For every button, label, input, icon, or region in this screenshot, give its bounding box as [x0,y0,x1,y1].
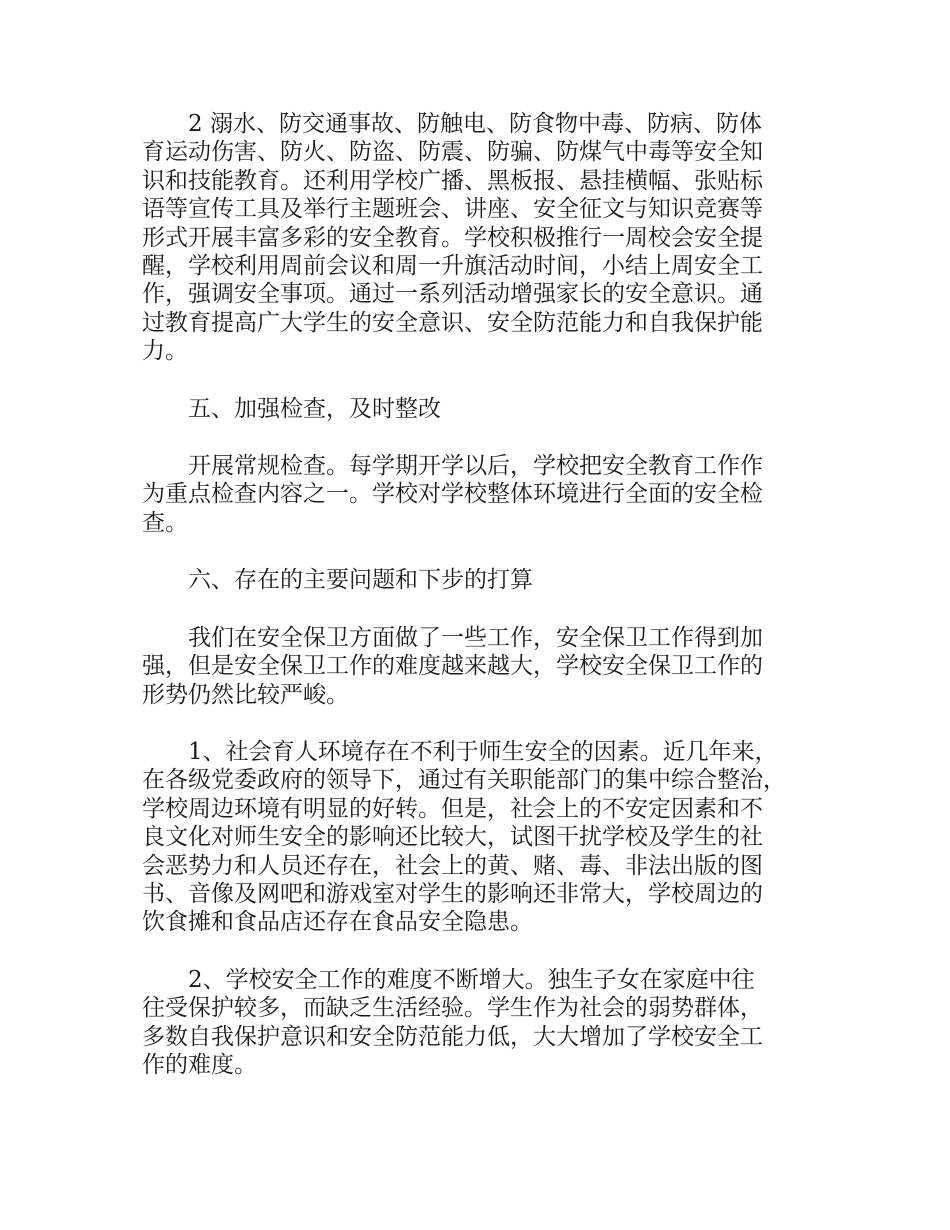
text-line: 往受保护较多，而缺乏生活经验。学生作为社会的弱势群体， [142,995,763,1022]
section-heading-5: 五、加强检查，及时整改 [188,395,441,422]
text-line: 饮食摊和食品店还存在食品安全隐患。 [142,909,533,936]
text-line: 语等宣传工具及举行主题班会、讲座、安全征文与知识竞赛等 [142,196,763,223]
text-line: 为重点检查内容之一。学校对学校整体环境进行全面的安全检 [142,481,763,508]
paragraph-problem-2 [142,966,832,1080]
document-body [142,110,832,1108]
text-line: 力。 [142,338,188,365]
paragraph-problem-1 [142,738,832,937]
text-line: 良文化对师生安全的影响还比较大，试图干扰学校及学生的社 [142,824,763,851]
text-line: 书、音像及网吧和游戏室对学生的影响还非常大，学校周边的 [142,880,763,907]
text-line: 我们在安全保卫方面做了一些工作，安全保卫工作得到加 [188,624,763,651]
text-line: 会恶势力和人员还存在，社会上的黄、赌、毒、非法出版的图 [142,852,763,879]
text-line: 多数自我保护意识和安全防范能力低，大大增加了学校安全工 [142,1023,763,1050]
paragraph-routine-inspection [142,452,832,537]
text-line: 强，但是安全保卫工作的难度越来越大，学校安全保卫工作的 [142,653,763,680]
text-line: 醒，学校利用周前会议和周一升旗活动时间，小结上周安全工 [142,253,763,280]
text-line: 识和技能教育。还利用学校广播、黑板报、悬挂横幅、张贴标 [142,167,763,194]
text-line: 查。 [142,509,188,536]
text-line: 学校周边环境有明显的好转。但是，社会上的不安定因素和不 [142,795,763,822]
text-line: 过教育提高广大学生的安全意识、安全防范能力和自我保护能 [142,309,763,336]
text-line: 2 溺水、防交通事故、防触电、防食物中毒、防病、防体 [188,111,762,137]
text-line: 开展常规检查。每学期开学以后，学校把安全教育工作作 [188,453,763,480]
text-line: 2、学校安全工作的难度不断增大。独生子女在家庭中往 [188,966,755,993]
text-line: 形式开展丰富多彩的安全教育。学校积极推行一周校会安全提 [142,224,763,251]
text-line: 形势仍然比较严峻。 [142,681,349,708]
text-line: 育运动伤害、防火、防盗、防震、防骗、防煤气中毒等安全知 [142,139,763,166]
paragraph-security-situation [142,624,832,709]
text-line: 作，强调安全事项。通过一系列活动增强家长的安全意识。通 [142,281,763,308]
section-heading-6: 六、存在的主要问题和下步的打算 [188,567,533,594]
paragraph-safety-education [142,110,832,366]
text-line: 作的难度。 [142,1051,257,1078]
text-line: 在各级党委政府的领导下，通过有关职能部门的集中综合整治， [142,767,786,794]
text-line: 1、社会育人环境存在不利于师生安全的因素。近几年来， [188,738,778,765]
